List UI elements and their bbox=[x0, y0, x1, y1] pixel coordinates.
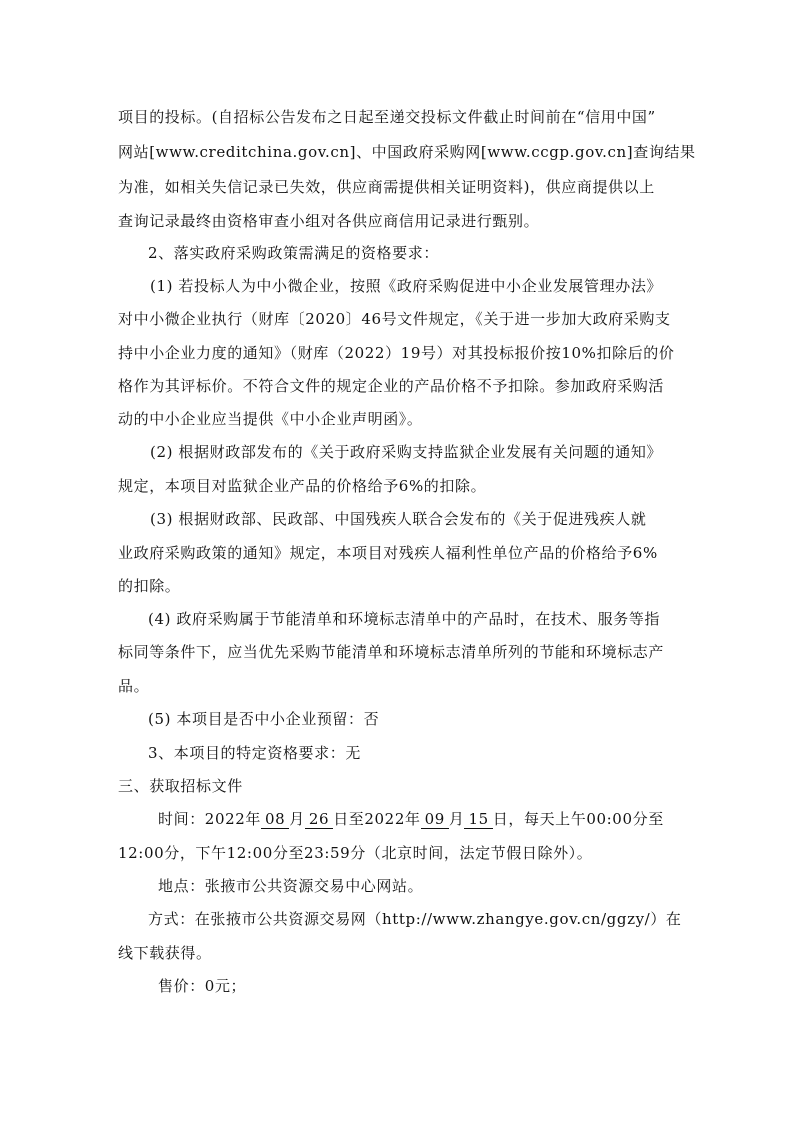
paragraph-line: (2) 根据财政部发布的《关于政府采购支持监狱企业发展有关问题的通知》 bbox=[150, 443, 663, 461]
time-line bbox=[158, 809, 664, 829]
location-line: 地点：张掖市公共资源交易中心网站。 bbox=[158, 877, 424, 895]
paragraph-line: 查询记录最终由资格审查小组对各供应商信用记录进行甄别。 bbox=[118, 212, 540, 230]
paragraph-line: 12:00分，下午12:00分至23:59分（北京时间，法定节假日除外）。 bbox=[118, 844, 593, 862]
paragraph-line: (5) 本项目是否中小企业预留：否 bbox=[148, 710, 380, 728]
end-day: 15 bbox=[464, 810, 492, 829]
paragraph-line: (4) 政府采购属于节能清单和环境标志清单中的产品时，在技术、服务等指 bbox=[148, 610, 661, 628]
paragraph-line: (1) 若投标人为中小微企业，按照《政府采购促进中小企业发展管理办法》 bbox=[150, 277, 663, 295]
month-label: 月 bbox=[289, 810, 305, 828]
price-line: 售价：0元； bbox=[158, 977, 247, 995]
method-line: 方式：在张掖市公共资源交易网（http://www.zhangye.gov.cn/ggzy/）在 bbox=[148, 910, 682, 928]
section-heading: 2、落实政府采购政策需满足的资格要求： bbox=[148, 244, 439, 262]
paragraph-line: 为准，如相关失信记录已失效，供应商需提供相关证明资料)，供应商提供以上 bbox=[118, 178, 655, 196]
paragraph-line: 网站[www.creditchina.gov.cn]、中国政府采购网[www.ccgp.gov.cn]查询结果 bbox=[118, 143, 696, 161]
time-prefix: 时间：2022年 bbox=[158, 810, 261, 828]
start-day: 26 bbox=[305, 810, 333, 829]
paragraph-line: 对中小微企业执行（财库〔2020〕46号文件规定，《关于进一步加大政府采购支 bbox=[118, 310, 671, 328]
paragraph-line: 项目的投标。(自招标公告发布之日起至递交投标文件截止时间前在“信用中国” bbox=[118, 108, 656, 126]
time-suffix: 日，每天上午00:00分至 bbox=[492, 810, 664, 828]
paragraph-line: 业政府采购政策的通知》规定，本项目对残疾人福利性单位产品的价格给予6% bbox=[118, 544, 658, 562]
paragraph-line: (3) 根据财政部、民政部、中国残疾人联合会发布的《关于促进残疾人就 bbox=[150, 510, 647, 528]
paragraph-line: 线下载获得。 bbox=[118, 944, 212, 962]
paragraph-line: 动的中小企业应当提供《中小企业声明函》。 bbox=[118, 410, 423, 428]
chapter-heading: 三、获取招标文件 bbox=[118, 777, 243, 795]
month-label: 月 bbox=[448, 810, 465, 828]
paragraph-line: 标同等条件下，应当优先采购节能清单和环境标志清单所列的节能和环境标志产 bbox=[118, 643, 665, 661]
paragraph-line: 持中小企业力度的通知》（财库（2022）19号）对其投标报价按10%扣除后的价 bbox=[118, 344, 675, 362]
paragraph-line: 规定，本项目对监狱企业产品的价格给予6%的扣除。 bbox=[118, 477, 487, 495]
paragraph-line: 品。 bbox=[118, 677, 150, 695]
paragraph-line: 格作为其评标价。不符合文件的规定企业的产品价格不予扣除。参加政府采购活 bbox=[118, 377, 665, 395]
start-month: 08 bbox=[261, 810, 289, 829]
section-heading: 3、本项目的特定资格要求：无 bbox=[148, 744, 361, 762]
end-month: 09 bbox=[421, 810, 449, 829]
time-mid: 日至2022年 bbox=[333, 810, 421, 828]
paragraph-line: 的扣除。 bbox=[118, 577, 181, 595]
